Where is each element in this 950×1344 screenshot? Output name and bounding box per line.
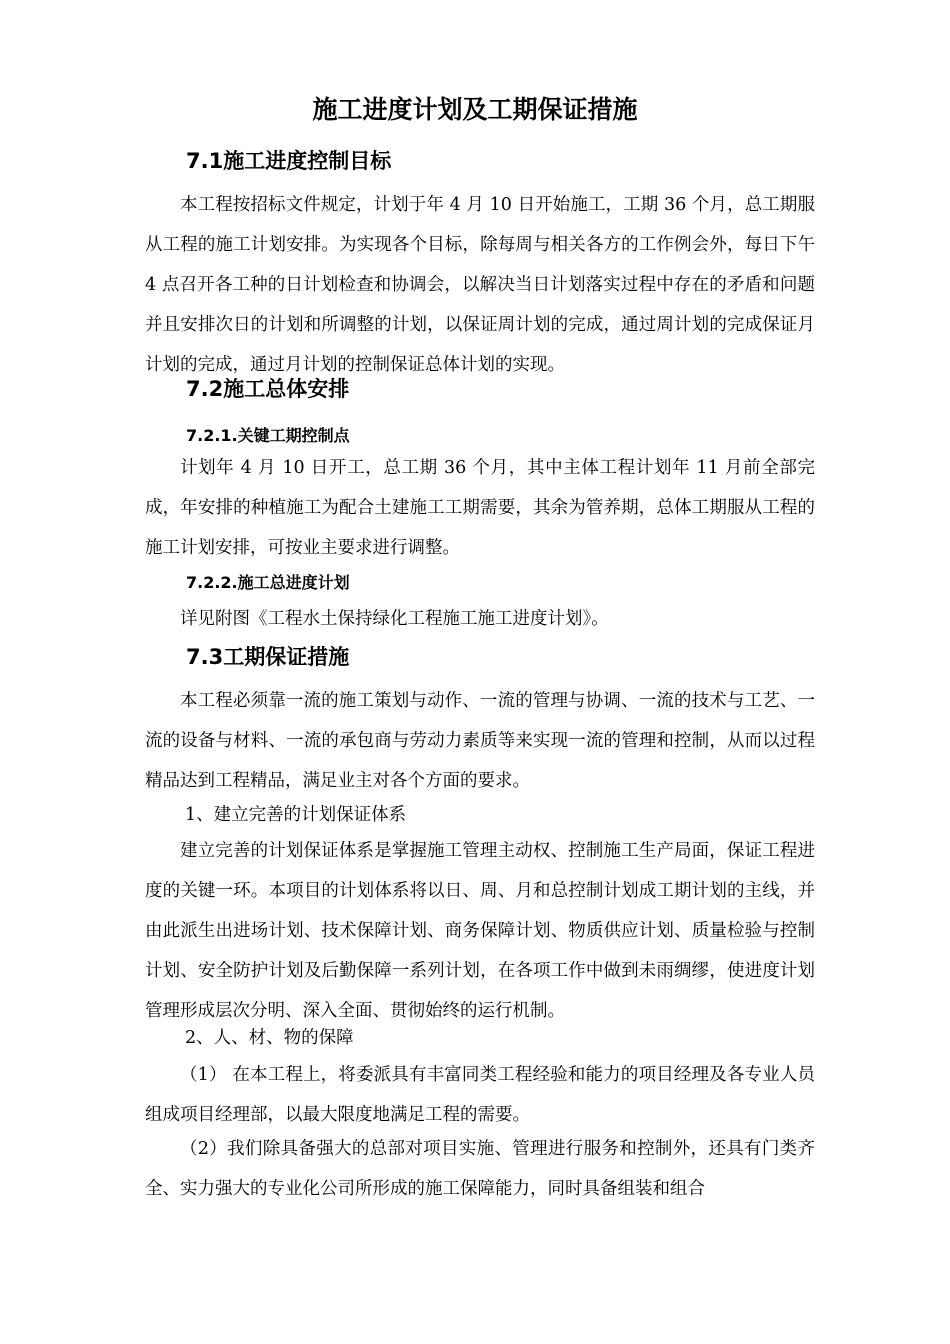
section-7-2-1-paragraph: 计划年 4 月 10 日开工，总工期 36 个月，其中主体工程计划年 11 月前全部完成，年安排的种植施工为配合土建施工工期需要，其余为管养期，总体工期服从工程的施工计划安排，可按业主要求进行调整。 [145, 458, 815, 558]
section-7-2-2-heading: 7.2.2.施工总进度计划 [186, 573, 350, 592]
section-7-3-intro: 本工程必须靠一流的施工策划与动作、一流的管理与协调、一流的技术与工艺、一流的设备与材料、一流的承包商与劳动力素质等来实现一流的管理和控制，从而以过程精品达到工程精品，满足业主对各个方面的要求。 [145, 691, 815, 791]
section-7-2-1-heading: 7.2.1.关键工期控制点 [186, 426, 350, 445]
item-1-paragraph: 建立完善的计划保证体系是掌握施工管理主动权、控制施工生产局面，保证工程进度的关键一环。本项目的计划体系将以日、周、月和总控制计划成工期计划的主线，并由此派生出进场计划、技术保障计划、商务保障计划、物质供应计划、质量检验与控制计划、安全防护计划及后勤保障一系列计划，在各项工作中做到未雨绸缪，使进度计划管理形成层次分明、深入全面、贯彻始终的运行机制。 [145, 841, 815, 1021]
document-title: 施工进度计划及工期保证措施 [312, 95, 638, 124]
item-2-title: 2、人、材、物的保障 [185, 1028, 354, 1048]
section-7-2-heading: 7.2施工总体安排 [186, 377, 350, 401]
item-2-paragraph-2: （2）我们除具备强大的总部对项目实施、管理进行服务和控制外，还具有门类齐全、实力强大的专业化公司所形成的施工保障能力，同时具备组装和组合 [145, 1139, 815, 1199]
section-7-1-paragraph: 本工程按招标文件规定，计划于年 4 月 10 日开始施工，工期 36 个月，总工期服从工程的施工计划安排。为实现各个目标，除每周与相关各方的工作例会外，每日下午 4 点召开各工种的日计划检查和协调会，以解决当日计划落实过程中存在的矛盾和问题并且安排次日的计划和所调整的计划，以保证周计划的完成，通过周计划的完成保证月计划的完成，通过月计划的控制保证总体计划的实现。 [145, 195, 815, 375]
section-7-1-heading: 7.1施工进度控制目标 [186, 149, 392, 173]
item-1-title: 1、建立完善的计划保证体系 [185, 805, 407, 825]
section-7-2-2-paragraph: 详见附图《工程水土保持绿化工程施工施工进度计划》。 [180, 609, 609, 629]
section-7-3-heading: 7.3工期保证措施 [186, 645, 350, 669]
item-2-paragraph-1: （1） 在本工程上，将委派具有丰富同类工程经验和能力的项目经理及各专业人员组成项目经理部，以最大限度地满足工程的需要。 [145, 1065, 815, 1125]
